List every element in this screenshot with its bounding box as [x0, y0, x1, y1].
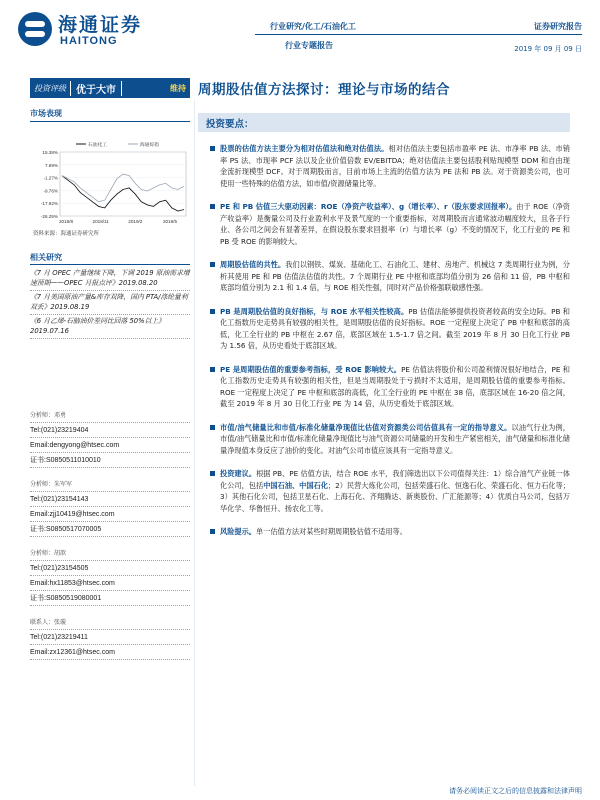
point-item — [198, 259, 570, 294]
y-tick-label: 15.38% — [42, 150, 58, 155]
point-body: PE 估值法将股价和公司盈利情况很好地结合，PE 和化工指数历史走势具有较强的相关性，但是当周期股处于亏损时不太适用，是周期股估值的重要参考指标。ROE 一定程度上决定了 PE 中枢和底部的高低，化工全行业的 PE 中枢在 38 倍，底部区域在 16-20 倍之间，截至 2019 年 8 月 30 日化工行业 PE 为 14 倍，从历史看处于底部区域。 — [220, 364, 570, 408]
y-tick-label: -26.25% — [40, 214, 58, 219]
point-body-tail: ；2）民营大炼化公司，包括荣盛石化、恒逸石化、荣盛石化、恒力石化等；3）其他石化公司，包括卫星石化、上海石化、齐翔腾达、新奥股份、广汇能源等；4）优质白马公司，包括万华化学、华鲁恒升、扬农化工等。 — [220, 480, 570, 513]
logo-mark-icon — [18, 12, 52, 46]
point-body: 由于 ROE（净资产收益率）是衡量公司及行业盈利水平及景气度的一个重要指标，对周期股而言通常波动幅度较大，且各子行业、各公司之间会有显著差异，在假设股东要求回报率（r）与增长率（g）不变的情况下，化工行业的 PE 和 PB 受 ROE 的影响较大。 — [220, 202, 570, 246]
point-lead: 股票的估值方法主要分为相对估值法和绝对估值法。 — [220, 144, 389, 153]
analyst-name: 分析师：胡歆 — [30, 546, 190, 561]
related-item[interactable]: 《7 月美国原油产量&库存双降，国内 PTA/涤纶量利双丢》2019.08.19 — [30, 291, 190, 315]
contact-phone: Tel:(021)23219411 — [30, 630, 190, 645]
series-line-石油化工 — [62, 176, 184, 211]
analyst-phone: Tel:(021)23154143 — [30, 492, 190, 507]
point-body: 以油气行业为例，市值/油气储量比和市值/标准化储量净现值比与油气资源公司储量的开发和生产紧密相关，油气储量和标准化储量净现值本身反应了油价的变化。对油气公司市值应该具有一定指导意义。 — [220, 422, 570, 455]
square-bullet-icon — [210, 529, 215, 534]
x-tick-label: 2018/11 — [92, 219, 109, 224]
point-item — [198, 201, 570, 247]
analyst-email[interactable]: Email:dengyong@htsec.com — [30, 438, 190, 453]
report-series: 证券研究报告 — [534, 22, 582, 31]
point-item — [198, 468, 570, 514]
point-lead: 投资建议。 — [220, 469, 257, 478]
analyst-email[interactable]: Email:hx11853@htsec.com — [30, 576, 190, 591]
analyst-cert: 证书:S0850519080001 — [30, 591, 190, 606]
related-section-line — [30, 264, 190, 265]
legend-label: 石油化工 — [88, 143, 108, 148]
square-bullet-icon — [210, 367, 215, 372]
analyst-cert: 证书:S0850517070005 — [30, 522, 190, 537]
contact-email[interactable]: Email:zx12361@htsec.com — [30, 645, 190, 660]
square-bullet-icon — [210, 204, 215, 209]
related-list — [30, 267, 190, 339]
point-body: PB 估值法能够提供投资者较高的安全边际。PB 和化工指数历史走势具有较强的相关性，是周期股估值的良好指标。ROE 一定程度上决定了 PB 中枢和底部的高低，化工全行业的 PB 中枢在 2.67 倍，底部区域在 1.5-1.7 倍之间。截至 2019 年 8 月 30 日化工行业 PB 为 1.56 倍，从历史看处于底部区域。 — [220, 306, 570, 350]
rating-value: 优于大市 — [70, 81, 122, 96]
point-body: 我们以钢铁、煤炭、基础化工、石油化工、建材、房地产、机械这 7 类周期行业为例，分析其使用 PE 和 PB 估值法估值的共性。7 个周期行业 PE 中枢和底部均值分别为 26 倍和 11 倍，PB 中枢和底部均值分别为 2.1 和 1.4 倍，与 ROE 相关性强，同时对产品价格强联敏感性强。 — [220, 260, 570, 292]
column-divider — [194, 100, 195, 786]
related-section-title: 相关研究 — [30, 253, 62, 262]
legend-label: 海通综指 — [140, 143, 160, 148]
point-item — [198, 422, 570, 457]
y-tick-label: -9.76% — [43, 188, 58, 194]
header-divider — [255, 34, 582, 35]
point-item — [198, 306, 570, 352]
point-item — [198, 143, 570, 189]
logo-chinese-name: 海通证券 — [58, 14, 143, 36]
square-bullet-icon — [210, 425, 215, 430]
analyst-email[interactable]: Email:zjj10419@htsec.com — [30, 507, 190, 522]
rating-status: 维持 — [170, 83, 186, 93]
point-lead: PE 和 PB 估值三大驱动因素：ROE（净资产收益率）、g（增长率）、r（股东要求回报率）。 — [220, 202, 517, 211]
analyst-list — [30, 408, 190, 669]
market-section-title: 市场表现 — [30, 109, 62, 118]
y-tick-label: 7.69% — [44, 162, 58, 168]
investment-points-heading: 投资要点： — [198, 113, 570, 132]
related-item[interactable]: 《7 月 OPEC 产量继续下降，下调 2019 原油需求增速预期——OPEC 月报点评》2019.08.20 — [30, 267, 190, 291]
analyst-phone: Tel:(021)23219404 — [30, 423, 190, 438]
analyst-card — [30, 408, 190, 468]
point-body: 相对估值法主要包括市盈率 PE 法、市净率 PB 法、市销率 PS 法、市现率 PCF 法以及企业价值倍数 EV/EBITDA；绝对估值法主要包括股利贴现模型 DDM 和自由现金流折现模型 DCF。对于周期股而言，目前市场上主流的估值方法为 PE 法和 PB 法。对于资源类公司，也可使用一些特殊的估值方法，如市值/资源储量比等。 — [220, 144, 570, 188]
analyst-card — [30, 546, 190, 606]
x-tick-label: 2019/5 — [162, 219, 178, 224]
report-type: 行业专题报告 — [285, 41, 333, 50]
logo-english-name: HAITONG — [60, 35, 118, 47]
square-bullet-icon — [210, 309, 215, 314]
company-logo — [18, 10, 163, 52]
investment-points — [198, 143, 570, 550]
y-tick-label: -1.27% — [43, 175, 58, 181]
rating-bar — [30, 78, 190, 98]
point-lead: 风险提示。 — [220, 527, 256, 536]
point-item — [198, 526, 570, 538]
point-body: 单一估值方法对某些时期周期股估值不适用等。 — [255, 527, 407, 536]
report-category: 行业研究/化工/石油化工 — [270, 22, 356, 31]
analyst-card — [30, 615, 190, 660]
series-line-海通综指 — [62, 174, 184, 202]
square-bullet-icon — [210, 146, 215, 151]
chart-source: 资料来源：海通证券研究所 — [33, 231, 100, 237]
analyst-cert: 证书:S0850511010010 — [30, 453, 190, 468]
point-highlight: 中国石油、中国石化 — [263, 480, 328, 490]
report-date: 2019 年 09 月 09 日 — [514, 45, 582, 53]
disclaimer-footer: 请务必阅读正文之后的信息披露和法律声明 — [449, 787, 582, 795]
point-body: 根据 PB、PE 估值方法，结合 ROE 水平，我们筛选出以下公司值得关注：1）综合油气产业链一体化公司，包括 — [220, 469, 570, 490]
report-title: 周期股估值方法探讨：理论与市场的结合 — [198, 82, 450, 98]
analyst-phone: Tel:(021)23154505 — [30, 561, 190, 576]
analyst-card — [30, 477, 190, 537]
point-lead: 周期股估值的共性。 — [220, 260, 286, 269]
rating-label: 投资评级 — [34, 83, 66, 93]
market-performance-chart — [30, 138, 190, 228]
related-item[interactable]: 《6 月乙烯-石脑油价差同比回落 50%以上》2019.07.16 — [30, 315, 190, 339]
square-bullet-icon — [210, 262, 215, 267]
analyst-name: 分析师：朱军军 — [30, 477, 190, 492]
x-tick-label: 2019/2 — [128, 219, 143, 224]
x-tick-label: 2018/8 — [58, 219, 74, 224]
point-lead: PE 是周期股估值的重要参考指标，受 ROE 影响较大。 — [220, 364, 402, 374]
contact-name: 联系人：张璇 — [30, 615, 190, 630]
point-item — [198, 364, 570, 410]
market-section-line — [30, 121, 190, 122]
y-tick-label: -17.92% — [40, 201, 58, 207]
point-lead: 市值/油气储量比和市值/标准化储量净现值比估值对资源类公司估值具有一定的指导意义。 — [220, 422, 512, 432]
square-bullet-icon — [210, 471, 215, 476]
point-lead: PB 是周期股估值的良好指标，与 ROE 水平相关性较高。 — [220, 306, 409, 316]
analyst-name: 分析师：邓勇 — [30, 408, 190, 423]
